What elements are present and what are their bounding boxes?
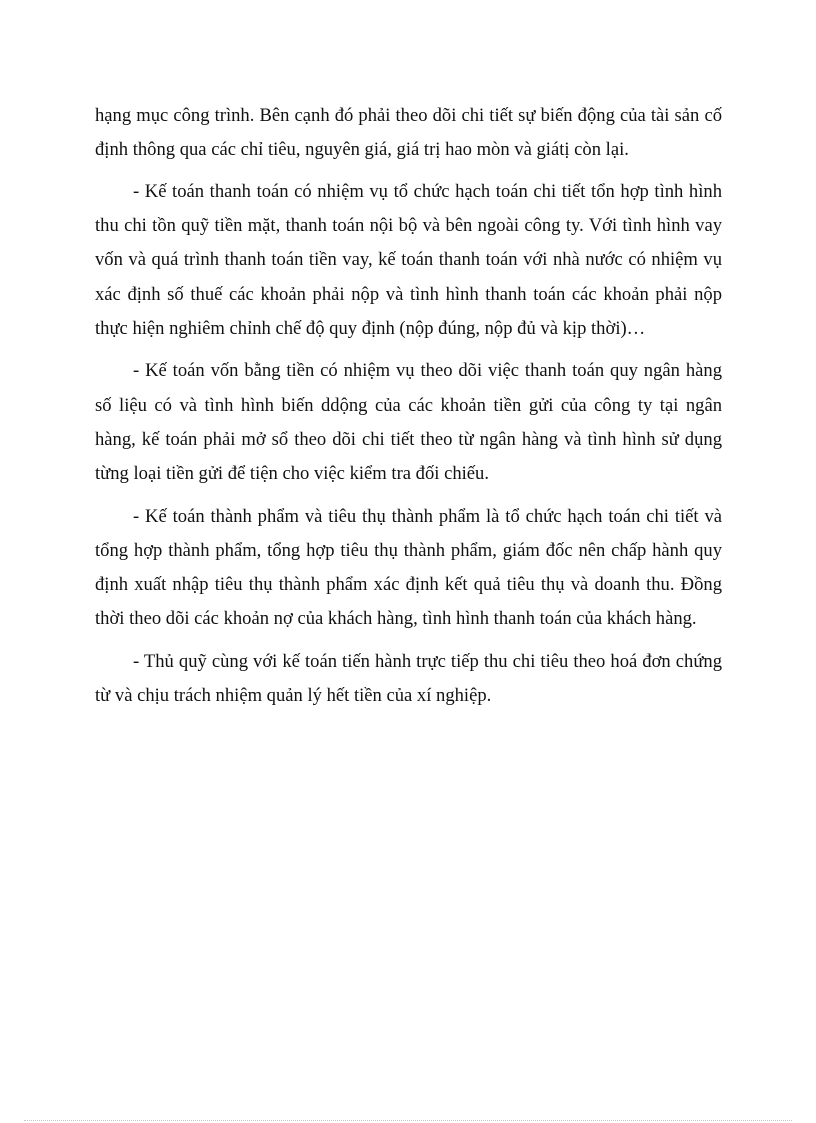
page-bottom-rule (24, 1120, 792, 1121)
text-line: định xuất nhập tiêu thụ thành phẩm xác định kết quả tiêu thụ và doanh thu. Đồng (95, 574, 722, 595)
text-line: từng loại tiền gửi để tiện cho việc kiểm tra đối chiếu. (95, 463, 489, 484)
text-line: từ và chịu trách nhiệm quản lý hết tiền của xí nghiệp. (95, 685, 492, 706)
text-line: vốn và quá trình thanh toán tiền vay, kế toán thanh toán với nhà nước có nhiệm vụ (95, 249, 722, 270)
text-line: số liệu có và tình hình biến ddộng của các khoản tiền gửi của công ty tại ngân (95, 395, 722, 416)
text-line: - Thủ quỹ cùng với kế toán tiến hành trực tiếp thu chi tiêu theo hoá đơn chứng (133, 651, 722, 672)
text-line: - Kế toán thành phẩm và tiêu thụ thành phẩm là tổ chức hạch toán chi tiết và (133, 506, 722, 527)
text-line: xác định số thuế các khoản phải nộp và tình hình thanh toán các khoản phải nộp (95, 284, 722, 305)
text-line: tổng hợp thành phẩm, tổng hợp tiêu thụ thành phẩm, giám đốc nên chấp hành quy (95, 540, 722, 561)
text-line: thời theo dõi các khoản nợ của khách hàng, tình hình thanh toán của khách hàng. (95, 608, 697, 629)
text-line: - Kế toán vốn bằng tiền có nhiệm vụ theo dõi việc thanh toán quy ngân hàng (133, 360, 722, 381)
text-line: hàng, kế toán phải mở sổ theo dõi chi tiết theo từ ngân hàng và tình hình sử dụng (95, 429, 722, 450)
text-line: - Kế toán thanh toán có nhiệm vụ tổ chức hạch toán chi tiết tổn hợp tình hình (133, 181, 722, 202)
text-line: thu chi tồn quỹ tiền mặt, thanh toán nội bộ và bên ngoài công ty. Với tình hình vay (95, 215, 722, 236)
text-line: hạng mục công trình. Bên cạnh đó phải theo dõi chi tiết sự biến động của tài sản cố (95, 105, 722, 126)
text-line: định thông qua các chỉ tiêu, nguyên giá, giá trị hao mòn và giátị còn lại. (95, 139, 629, 160)
text-line: thực hiện nghiêm chỉnh chế độ quy định (nộp đúng, nộp đủ và kịp thời)… (95, 318, 646, 339)
